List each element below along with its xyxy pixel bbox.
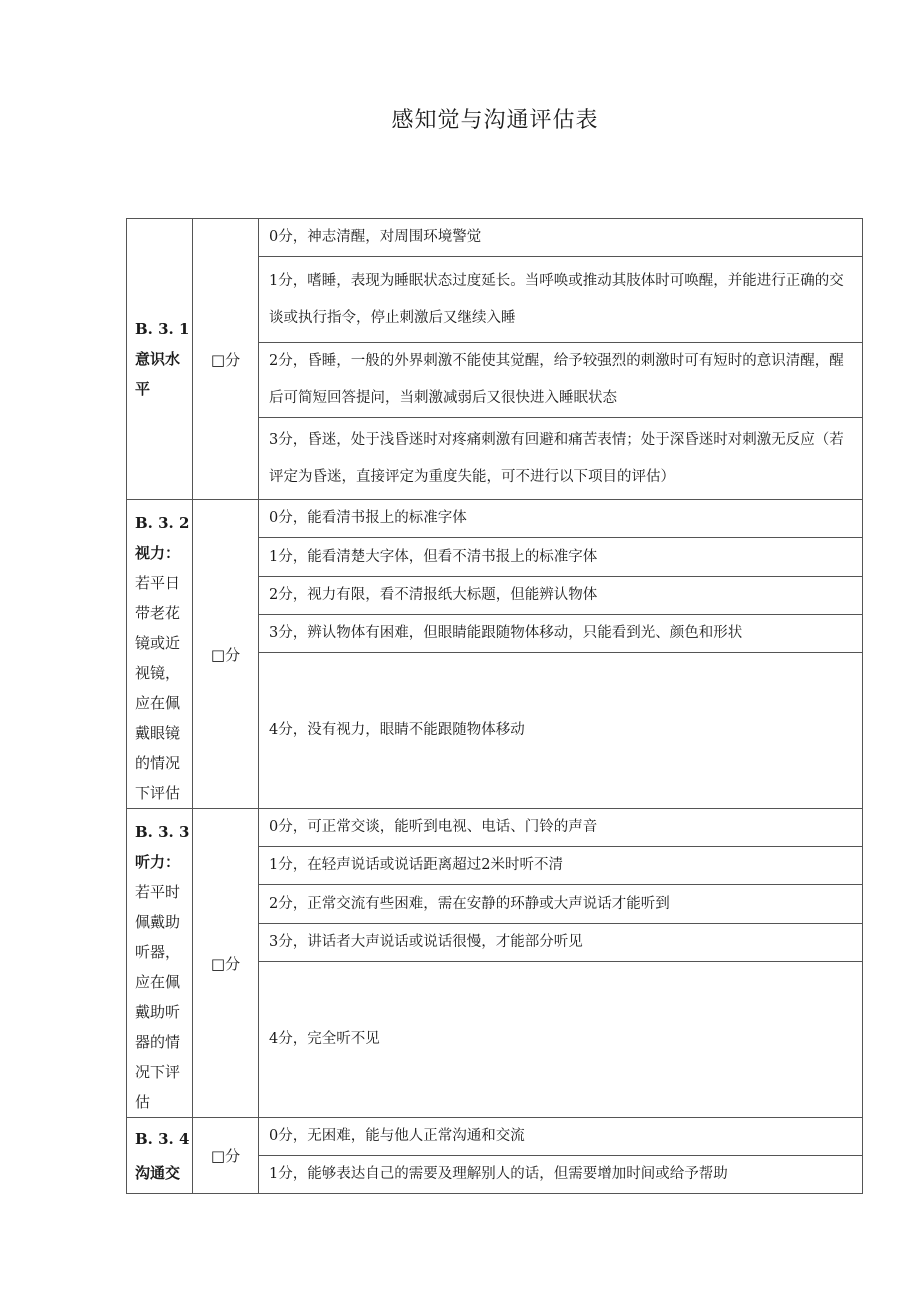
item-name: 意识水 [135, 350, 181, 368]
item-note: 的情况 [135, 754, 181, 772]
item-name: 沟通交 [135, 1163, 181, 1182]
item-note: 戴眼镜 [135, 724, 181, 742]
option-cell: 2分，正常交流有些困难，需在安静的环静或大声说话才能听到 [259, 885, 863, 923]
option-cell: 0分，神志清醒，对周围环境警觉 [259, 219, 863, 257]
score-box[interactable]: □分 [193, 500, 259, 809]
item-name: 听力： [135, 853, 181, 871]
item-label-b33 [127, 809, 193, 1118]
option-cell: 2分，视力有限，看不清报纸大标题，但能辨认物体 [259, 576, 863, 614]
item-note: 应在佩 [135, 973, 181, 991]
item-name: 平 [135, 380, 151, 398]
table-row [127, 809, 863, 847]
option-cell: 1分，能够表达自己的需要及理解别人的话，但需要增加时间或给予帮助 [259, 1156, 863, 1194]
table-row [127, 219, 863, 257]
item-code: B. 3. 3 [135, 823, 190, 841]
option-cell: 4分，完全听不见 [259, 961, 863, 1117]
item-code: B. 3. 1 [135, 320, 190, 338]
option-cell: 0分，能看清书报上的标准字体 [259, 500, 863, 538]
option-cell: 1分，嗜睡，表现为睡眠状态过度延长。当呼唤或推动其肢体时可唤醒，并能进行正确的交谈或执行指令，停止刺激后又继续入睡 [259, 257, 863, 343]
score-box[interactable]: □分 [193, 1118, 259, 1194]
option-cell: 0分，无困难，能与他人正常沟通和交流 [259, 1118, 863, 1156]
item-note: 带老花 [135, 604, 181, 622]
item-note: 若平日 [135, 574, 181, 592]
option-cell: 3分，辨认物体有困难，但眼睛能跟随物体移动，只能看到光、颜色和形状 [259, 615, 863, 653]
item-note: 估 [135, 1093, 151, 1111]
score-box[interactable]: □分 [193, 219, 259, 500]
item-note: 器的情 [135, 1033, 181, 1051]
item-note: 况下评 [135, 1063, 181, 1081]
table-row [127, 500, 863, 538]
item-note: 视镜， [135, 664, 181, 682]
option-cell: 2分，昏睡，一般的外界刺激不能使其觉醒，给予较强烈的刺激时可有短时的意识清醒，醒后可简短回答提问，当刺激减弱后又很快进入睡眠状态 [259, 343, 863, 418]
item-code: B. 3. 2 [135, 514, 190, 532]
item-note: 镜或近 [135, 634, 181, 652]
option-cell: 4分，没有视力，眼睛不能跟随物体移动 [259, 653, 863, 809]
table-row [127, 1118, 863, 1156]
item-note: 若平时 [135, 883, 181, 901]
assessment-table [126, 218, 863, 1194]
item-note: 戴助听 [135, 1003, 181, 1021]
option-cell: 1分，能看清楚大字体，但看不清书报上的标准字体 [259, 538, 863, 576]
item-note: 应在佩 [135, 694, 181, 712]
item-code: B. 3. 4 [135, 1129, 190, 1148]
score-box[interactable]: □分 [193, 809, 259, 1118]
page-title: 感知觉与沟通评估表 [391, 108, 599, 133]
option-cell: 3分，昏迷，处于浅昏迷时对疼痛刺激有回避和痛苦表情；处于深昏迷时对刺激无反应（若评定为昏迷，直接评定为重度失能，可不进行以下项目的评估） [259, 418, 863, 500]
option-cell: 3分，讲话者大声说话或说话很慢，才能部分听见 [259, 923, 863, 961]
item-note: 下评估 [135, 784, 181, 802]
option-cell: 1分，在轻声说话或说话距离超过2米时听不清 [259, 847, 863, 885]
item-label-b34 [127, 1118, 193, 1194]
item-note: 听器， [135, 943, 181, 961]
item-label-b32 [127, 500, 193, 809]
item-label-b31 [127, 219, 193, 500]
item-note: 佩戴助 [135, 913, 181, 931]
option-cell: 0分，可正常交谈，能听到电视、电话、门铃的声音 [259, 809, 863, 847]
item-name: 视力： [135, 544, 181, 562]
